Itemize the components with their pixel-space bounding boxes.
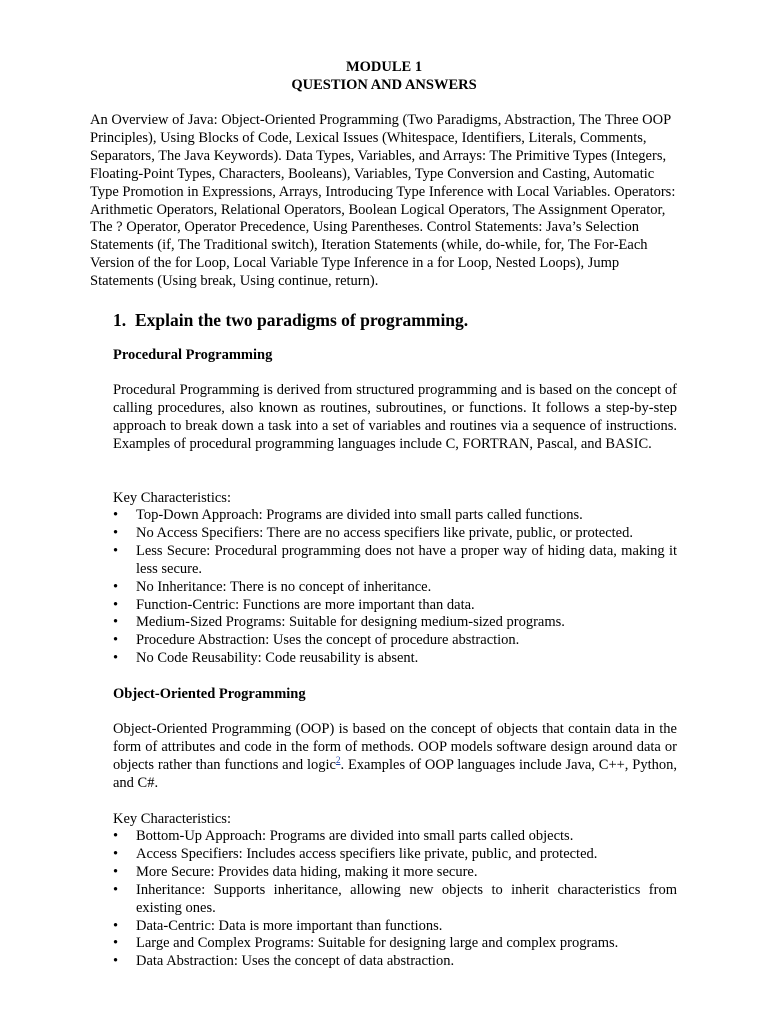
bullet-icon: • — [113, 578, 119, 595]
bullet-icon: • — [113, 881, 119, 898]
list-item-text: Medium-Sized Programs: Suitable for designing medium-sized programs. — [136, 614, 565, 631]
oop-paragraph — [113, 721, 677, 793]
list-item-text: Data-Centric: Data is more important than functions. — [136, 917, 443, 934]
list-item — [113, 632, 677, 650]
list-item-text: Less Secure: Procedural programming does not have a proper way of hiding data, making it less secure. — [136, 542, 677, 577]
list-item-text: Procedure Abstraction: Uses the concept of procedure abstraction. — [136, 632, 520, 649]
list-item-text: Bottom-Up Approach: Programs are divided into small parts called objects. — [136, 828, 574, 844]
bullet-icon: • — [113, 953, 119, 970]
list-item — [113, 935, 677, 953]
procedural-key-label: Key Characteristics: — [113, 490, 231, 506]
overview-paragraph: An Overview of Java: Object-Oriented Programming (Two Paradigms, Abstraction, The Three OOP Principles), Using Blocks of Code, Lexical Issues (Whitespace, Identifiers, Literals, Comments, Separators, The Java Keywords). Data Types, Variables, and Arrays: The Primitive Types (Integers, Floating-Point Types, Characters, Booleans), Variables, Type Conversion and Casting, Automatic Type Promotion in Expressions, Arrays, Introducing Type Inference with Local Variables. Operators: Arithmetic Operators, Relational Operators, Boolean Logical Operators, The Assignment Operator, The ? Operator, Operator Precedence, Using Parentheses. Control Statements: Java’s Selection Statements (if, The Traditional switch), Iteration Statements (while, do-while, for, The For-Each Version of the for Loop, Local Variable Type Inference in a for Loop, Nested Loops), Jump Statements (Using break, Using continue, return). — [90, 112, 676, 290]
list-item-text: More Secure: Provides data hiding, making it more secure. — [136, 863, 478, 880]
list-item — [113, 846, 677, 864]
oop-heading: Object-Oriented Programming — [113, 686, 306, 702]
bullet-icon: • — [113, 863, 119, 880]
bullet-icon: • — [113, 828, 119, 844]
module-title: MODULE 1 — [345, 59, 423, 75]
footnote-link[interactable]: 2 — [335, 754, 341, 765]
list-item — [113, 953, 677, 971]
list-item — [113, 597, 677, 615]
list-item — [113, 882, 677, 918]
oop-characteristics-list — [113, 828, 677, 971]
bullet-icon: • — [113, 614, 119, 631]
list-item — [113, 918, 677, 936]
procedural-paragraph: Procedural Programming is derived from structured programming and is based on the concept of calling procedures, also known as routines, subroutines, or functions. It follows a step-by-step approach to break down a task into a set of variables and routines via a sequence of instructions. Examples of procedural programming languages include C, FORTRAN, Pascal, and BASIC. — [113, 382, 677, 452]
page-subtitle: QUESTION AND ANSWERS — [291, 77, 477, 93]
bullet-icon: • — [113, 632, 119, 649]
list-item-text: Access Specifiers: Includes access specifiers like private, public, and protected. — [136, 845, 598, 862]
bullet-icon: • — [113, 917, 119, 934]
question-heading — [113, 308, 468, 332]
bullet-icon: • — [113, 935, 119, 952]
list-item — [113, 864, 677, 882]
question-text: Explain the two paradigms of programming. — [135, 310, 469, 330]
bullet-icon: • — [113, 524, 119, 541]
list-item — [113, 525, 677, 543]
oop-key-label: Key Characteristics: — [113, 811, 231, 827]
list-item — [113, 507, 677, 525]
list-item-text: No Inheritance: There is no concept of inheritance. — [136, 578, 432, 595]
list-item — [113, 579, 677, 597]
list-item — [113, 614, 677, 632]
list-item-text: Inheritance: Supports inheritance, allowing new objects to inherit characteristics from existing ones. — [136, 881, 677, 916]
oop-paragraph-text-end: . Examples of OOP languages include Java, C++, Python, and C#. — [113, 756, 677, 791]
list-item-text: No Access Specifiers: There are no access specifiers like private, public, or protected. — [136, 524, 633, 541]
list-item-text: Top-Down Approach: Programs are divided into small parts called functions. — [136, 507, 583, 523]
bullet-icon: • — [113, 542, 119, 559]
list-item — [113, 828, 677, 846]
list-item-text: Large and Complex Programs: Suitable for designing large and complex programs. — [136, 935, 619, 952]
bullet-icon: • — [113, 845, 119, 862]
bullet-icon: • — [113, 650, 119, 667]
list-item — [113, 650, 677, 668]
procedural-heading: Procedural Programming — [113, 347, 273, 363]
list-item-text: Function-Centric: Functions are more important than data. — [136, 596, 475, 613]
bullet-icon: • — [113, 507, 119, 523]
list-item-text: No Code Reusability: Code reusability is absent. — [136, 650, 419, 667]
question-number: 1. — [113, 310, 127, 330]
list-item — [113, 543, 677, 579]
list-item-text: Data Abstraction: Uses the concept of data abstraction. — [136, 953, 455, 970]
procedural-characteristics-list — [113, 507, 677, 668]
bullet-icon: • — [113, 596, 119, 613]
oop-paragraph-text: Object-Oriented Programming (OOP) is based on the concept of objects that contain data in the form of attributes and code in the form of methods. OOP models software design around data or objects rather than functions and logic — [113, 721, 677, 773]
